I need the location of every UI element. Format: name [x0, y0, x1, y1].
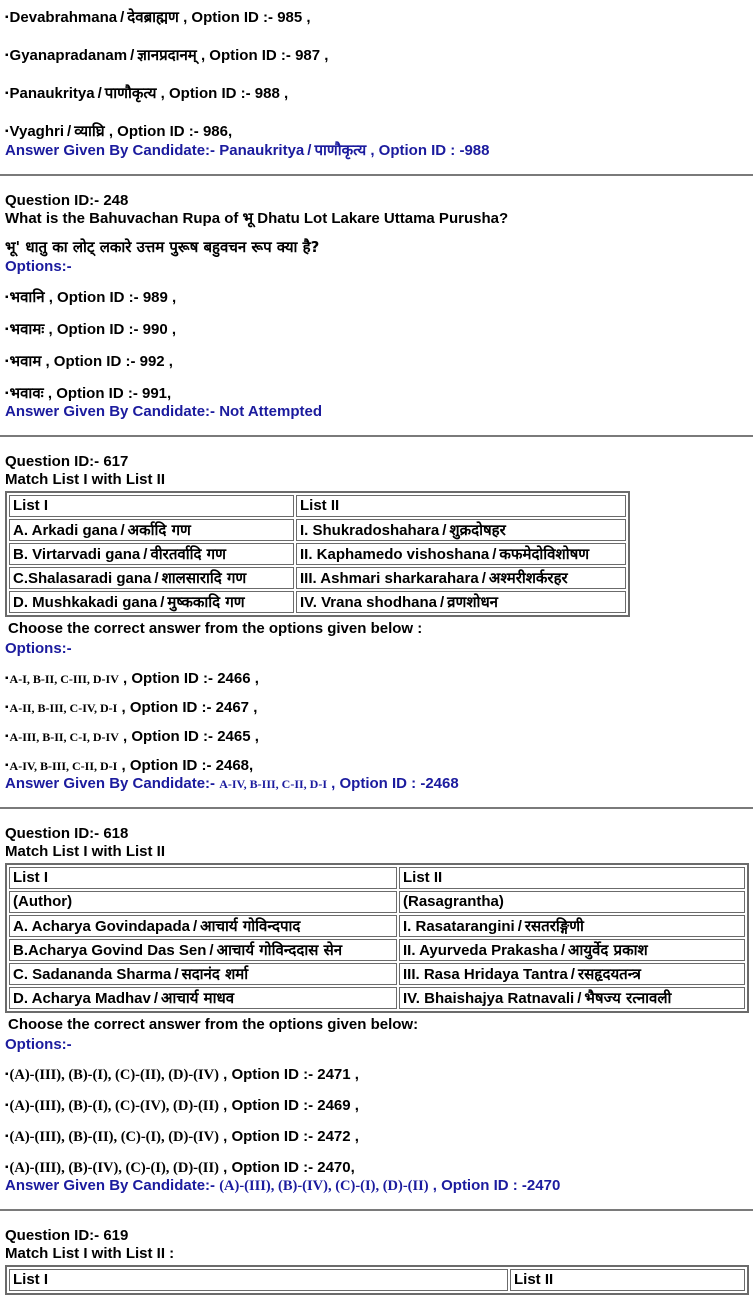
- option-bullet-icon: ▪: [5, 1069, 9, 1080]
- option-text-en: Gyanapradanam: [9, 47, 128, 64]
- slash-separator: /: [517, 917, 522, 935]
- table-cell: [9, 567, 294, 589]
- table-cell-en: III. Rasa Hridaya Tantra: [403, 965, 568, 983]
- table-cell: [9, 915, 397, 937]
- match-list-table: [5, 1265, 749, 1295]
- answer-option-id: , Option ID : -988: [366, 142, 490, 159]
- option-bullet-icon: ▪: [5, 324, 9, 335]
- slash-separator: /: [440, 593, 445, 611]
- table-cell-dev: रसहृदयतन्त्र: [577, 964, 641, 983]
- option-combo: (A)-(III), (B)-(IV), (C)-(I), (D)-(II): [9, 1160, 219, 1176]
- question-id: Question ID:- 618: [5, 825, 129, 842]
- table-row: [9, 963, 745, 985]
- table-row: [9, 987, 745, 1009]
- slash-separator: /: [143, 545, 148, 563]
- table-cell-en: IV. Vrana shodhana: [300, 593, 437, 611]
- table-cell-dev: आचार्य गोविन्दपाद: [200, 916, 301, 935]
- match-line: Match List I with List II: [5, 843, 166, 860]
- table-cell-dev: व्रणशोधन: [447, 592, 498, 611]
- option-combo: A-III, B-II, C-I, D-IV: [9, 730, 119, 744]
- answer-line: [5, 1177, 748, 1195]
- option-bullet-icon: ▪: [5, 702, 9, 713]
- table-header-cell: List II: [399, 867, 745, 889]
- slash-separator: /: [154, 569, 159, 587]
- table-row: [9, 567, 626, 589]
- question-section-248: [5, 192, 748, 421]
- choose-instruction: Choose the correct answer from the options given below :: [8, 620, 423, 637]
- option-line: [5, 320, 748, 339]
- option-line: [5, 384, 748, 403]
- option-line: [5, 288, 748, 307]
- table-cell-en: D. Mushkakadi gana: [13, 593, 158, 611]
- answer-combo: (A)-(III), (B)-(IV), (C)-(I), (D)-(II): [219, 1178, 429, 1194]
- option-combo: A-I, B-II, C-III, D-IV: [9, 672, 119, 686]
- answer-value-dev: पाणौकृत्य: [314, 141, 367, 159]
- table-cell-en: C.Shalasaradi gana: [13, 569, 152, 587]
- slash-separator: /: [307, 142, 312, 159]
- question-id: Question ID:- 617: [5, 453, 129, 470]
- option-combo: A-IV, B-III, C-II, D-I: [9, 759, 118, 773]
- table-cell-dev: रसतरङ्गिणी: [524, 916, 584, 935]
- table-cell: [296, 519, 626, 541]
- option-id-text: , Option ID :- 988 ,: [156, 85, 289, 102]
- option-bullet-icon: ▪: [5, 1162, 9, 1173]
- option-text-dev: भवाम: [9, 352, 42, 370]
- option-combo: A-II, B-III, C-IV, D-I: [9, 701, 118, 715]
- table-cell-en: B. Virtarvadi gana: [13, 545, 141, 563]
- option-id-text: , Option ID :- 2472 ,: [218, 1128, 359, 1145]
- table-row: [9, 939, 745, 961]
- section-divider: [0, 807, 753, 809]
- table-row: [9, 519, 626, 541]
- table-cell: [9, 987, 397, 1009]
- table-cell-en: A. Arkadi gana: [13, 521, 118, 539]
- table-cell-en: A. Acharya Govindapada: [13, 917, 190, 935]
- option-line: [5, 352, 748, 371]
- slash-separator: /: [130, 47, 135, 64]
- option-line: [5, 757, 748, 775]
- answer-combo: A-IV, B-III, C-II, D-I: [219, 777, 328, 791]
- table-subheader-cell: (Rasagrantha): [399, 891, 745, 913]
- option-text-dev: ज्ञानप्रदानम्: [137, 46, 197, 64]
- table-row: [9, 543, 626, 565]
- table-header-row: [9, 1269, 745, 1291]
- option-id-text: , Option ID :- 2471 ,: [218, 1066, 359, 1083]
- choose-instruction: Choose the correct answer from the options given below:: [8, 1016, 419, 1033]
- option-line: [5, 1128, 748, 1146]
- match-list-table: [5, 863, 749, 1013]
- option-text-dev: भवानि: [9, 288, 45, 306]
- option-bullet-icon: ▪: [5, 1100, 9, 1111]
- slash-separator: /: [481, 569, 486, 587]
- option-combo: (A)-(III), (B)-(I), (C)-(IV), (D)-(II): [9, 1098, 219, 1114]
- option-combo: (A)-(III), (B)-(I), (C)-(II), (D)-(IV): [9, 1067, 219, 1083]
- slash-separator: /: [97, 85, 102, 102]
- table-header-cell: List II: [296, 495, 626, 517]
- table-cell-en: II. Kaphamedo vishoshana: [300, 545, 490, 563]
- option-id-text: , Option ID :- 2467 ,: [117, 699, 258, 716]
- option-line: [5, 728, 748, 746]
- slash-separator: /: [577, 989, 582, 1007]
- match-line: Match List I with List II :: [5, 1245, 175, 1262]
- option-id-text: , Option ID :- 2466 ,: [118, 670, 259, 687]
- option-line: [5, 1159, 748, 1177]
- question-section-617: [5, 453, 748, 793]
- option-text-en: Panaukritya: [9, 85, 95, 102]
- question-id: Question ID:- 248: [5, 192, 129, 209]
- answer-label: Answer Given By Candidate:-: [5, 775, 216, 792]
- option-line: [5, 46, 748, 65]
- slash-separator: /: [209, 941, 214, 959]
- table-cell: [9, 543, 294, 565]
- table-cell-dev: आयुर्वेद प्रकाश: [567, 940, 648, 959]
- option-bullet-icon: ▪: [5, 88, 9, 99]
- option-id-text: , Option ID :- 991,: [43, 385, 172, 402]
- table-header-cell: List I: [9, 867, 397, 889]
- slash-separator: /: [120, 521, 125, 539]
- section-divider: [0, 435, 753, 437]
- option-bullet-icon: ▪: [5, 760, 9, 771]
- table-cell-en: D. Acharya Madhav: [13, 989, 151, 1007]
- slash-separator: /: [160, 593, 165, 611]
- table-cell-dev: शुक्रदोषहर: [449, 520, 506, 539]
- section-divider: [0, 174, 753, 176]
- table-cell: [9, 963, 397, 985]
- table-cell-dev: वीरतर्वादि गण: [150, 544, 226, 563]
- table-cell: [296, 567, 626, 589]
- answer-label: Answer Given By Candidate:-: [5, 1177, 216, 1194]
- options-label: Options:-: [5, 1036, 72, 1053]
- table-header-cell: List II: [510, 1269, 745, 1291]
- option-id-text: , Option ID :- 2470,: [218, 1159, 355, 1176]
- option-text-en: Devabrahmana: [9, 9, 118, 26]
- table-cell-en: I. Rasatarangini: [403, 917, 515, 935]
- question-text-hi: भू' धातु का लोट् लकारे उत्तम पुरूष बहुवचन रूप क्या है?: [5, 238, 320, 256]
- question-section-619: [5, 1227, 748, 1295]
- table-cell-dev: भैषज्य रत्नावली: [584, 988, 672, 1007]
- slash-separator: /: [67, 123, 72, 140]
- table-cell: [9, 591, 294, 613]
- table-cell: [296, 591, 626, 613]
- table-cell: [399, 987, 745, 1009]
- table-cell-dev: आचार्य गोविन्ददास सेन: [216, 940, 343, 959]
- slash-separator: /: [492, 545, 497, 563]
- option-text-dev: भवावः: [9, 384, 44, 402]
- option-bullet-icon: ▪: [5, 356, 9, 367]
- table-header-cell: List I: [9, 1269, 508, 1291]
- table-cell-dev: सदानंद शर्मा: [181, 964, 249, 983]
- option-bullet-icon: ▪: [5, 126, 9, 137]
- table-cell: [9, 939, 397, 961]
- table-subheader-row: [9, 891, 745, 913]
- table-cell: [399, 939, 745, 961]
- option-bullet-icon: ▪: [5, 50, 9, 61]
- option-bullet-icon: ▪: [5, 1131, 9, 1142]
- table-cell: [399, 963, 745, 985]
- answer-option-id: , Option ID : -2470: [428, 1177, 561, 1194]
- table-cell-dev: शालसारादि गण: [161, 568, 247, 587]
- option-id-text: , Option ID :- 990 ,: [44, 321, 177, 338]
- option-text-dev: देवब्राह्मण: [127, 8, 179, 26]
- option-line: [5, 670, 748, 688]
- option-bullet-icon: ▪: [5, 292, 9, 303]
- answer-value-en: Panaukritya: [219, 142, 305, 159]
- answer-value: Not Attempted: [219, 403, 322, 420]
- table-cell-en: II. Ayurveda Prakasha: [403, 941, 558, 959]
- option-id-text: , Option ID :- 2469 ,: [218, 1097, 359, 1114]
- table-row: [9, 591, 626, 613]
- question-section-618: [5, 825, 748, 1195]
- slash-separator: /: [442, 521, 447, 539]
- option-id-text: , Option ID :- 986,: [104, 123, 233, 140]
- answer-option-id: , Option ID : -2468: [327, 775, 459, 792]
- option-line: [5, 8, 748, 27]
- option-text-dev: व्याघ्रि: [74, 122, 105, 140]
- table-cell: [9, 519, 294, 541]
- table-cell: [399, 915, 745, 937]
- option-line: [5, 1097, 748, 1115]
- match-list-table: [5, 491, 630, 617]
- question-text-en: What is the Bahuvachan Rupa of भू Dhatu Lot Lakare Uttama Purusha?: [5, 210, 509, 227]
- answer-label: Answer Given By Candidate:-: [5, 142, 216, 159]
- slash-separator: /: [120, 9, 125, 26]
- option-line: [5, 122, 748, 141]
- option-id-text: , Option ID :- 2468,: [117, 757, 254, 774]
- table-row: [9, 915, 745, 937]
- slash-separator: /: [153, 989, 158, 1007]
- option-text-dev: भवामः: [9, 320, 45, 338]
- table-cell: [296, 543, 626, 565]
- answer-line: [5, 775, 748, 793]
- slash-separator: /: [570, 965, 575, 983]
- table-cell-en: I. Shukradoshahara: [300, 521, 440, 539]
- answer-line: [5, 403, 748, 421]
- option-text-en: Vyaghri: [9, 123, 65, 140]
- section-divider: [0, 1209, 753, 1211]
- table-cell-en: C. Sadananda Sharma: [13, 965, 172, 983]
- option-line: [5, 84, 748, 103]
- table-cell-en: B.Acharya Govind Das Sen: [13, 941, 207, 959]
- option-text-dev: पाणौकृत्य: [104, 84, 157, 102]
- table-header-row: [9, 495, 626, 517]
- table-cell-en: III. Ashmari sharkarahara: [300, 569, 479, 587]
- option-id-text: , Option ID :- 989 ,: [44, 289, 177, 306]
- slash-separator: /: [560, 941, 565, 959]
- table-cell-dev: अर्कादि गण: [127, 520, 191, 539]
- option-line: [5, 699, 748, 717]
- answer-line: [5, 141, 748, 160]
- table-cell-en: IV. Bhaishajya Ratnavali: [403, 989, 575, 1007]
- option-bullet-icon: ▪: [5, 731, 9, 742]
- table-header-row: [9, 867, 745, 889]
- table-subheader-cell: (Author): [9, 891, 397, 913]
- table-cell-dev: अश्मरीशर्करहर: [488, 568, 568, 587]
- slash-separator: /: [174, 965, 179, 983]
- question-id: Question ID:- 619: [5, 1227, 129, 1244]
- table-cell-dev: मुष्ककादि गण: [167, 592, 245, 611]
- table-header-cell: List I: [9, 495, 294, 517]
- option-id-text: , Option ID :- 987 ,: [196, 47, 329, 64]
- option-id-text: , Option ID :- 985 ,: [178, 9, 311, 26]
- table-cell-dev: आचार्य माधव: [161, 988, 235, 1007]
- slash-separator: /: [193, 917, 198, 935]
- match-line: Match List I with List II: [5, 471, 166, 488]
- table-cell-dev: कफमेदोविशोषण: [499, 544, 590, 563]
- option-id-text: , Option ID :- 992 ,: [41, 353, 173, 370]
- question-section-prev: [5, 8, 748, 160]
- option-bullet-icon: ▪: [5, 673, 9, 684]
- option-id-text: , Option ID :- 2465 ,: [118, 728, 259, 745]
- option-bullet-icon: ▪: [5, 12, 9, 23]
- options-label: Options:-: [5, 640, 72, 657]
- options-label: Options:-: [5, 258, 72, 275]
- answer-label: Answer Given By Candidate:-: [5, 403, 216, 420]
- option-combo: (A)-(III), (B)-(II), (C)-(I), (D)-(IV): [9, 1129, 219, 1145]
- option-bullet-icon: ▪: [5, 388, 9, 399]
- option-line: [5, 1066, 748, 1084]
